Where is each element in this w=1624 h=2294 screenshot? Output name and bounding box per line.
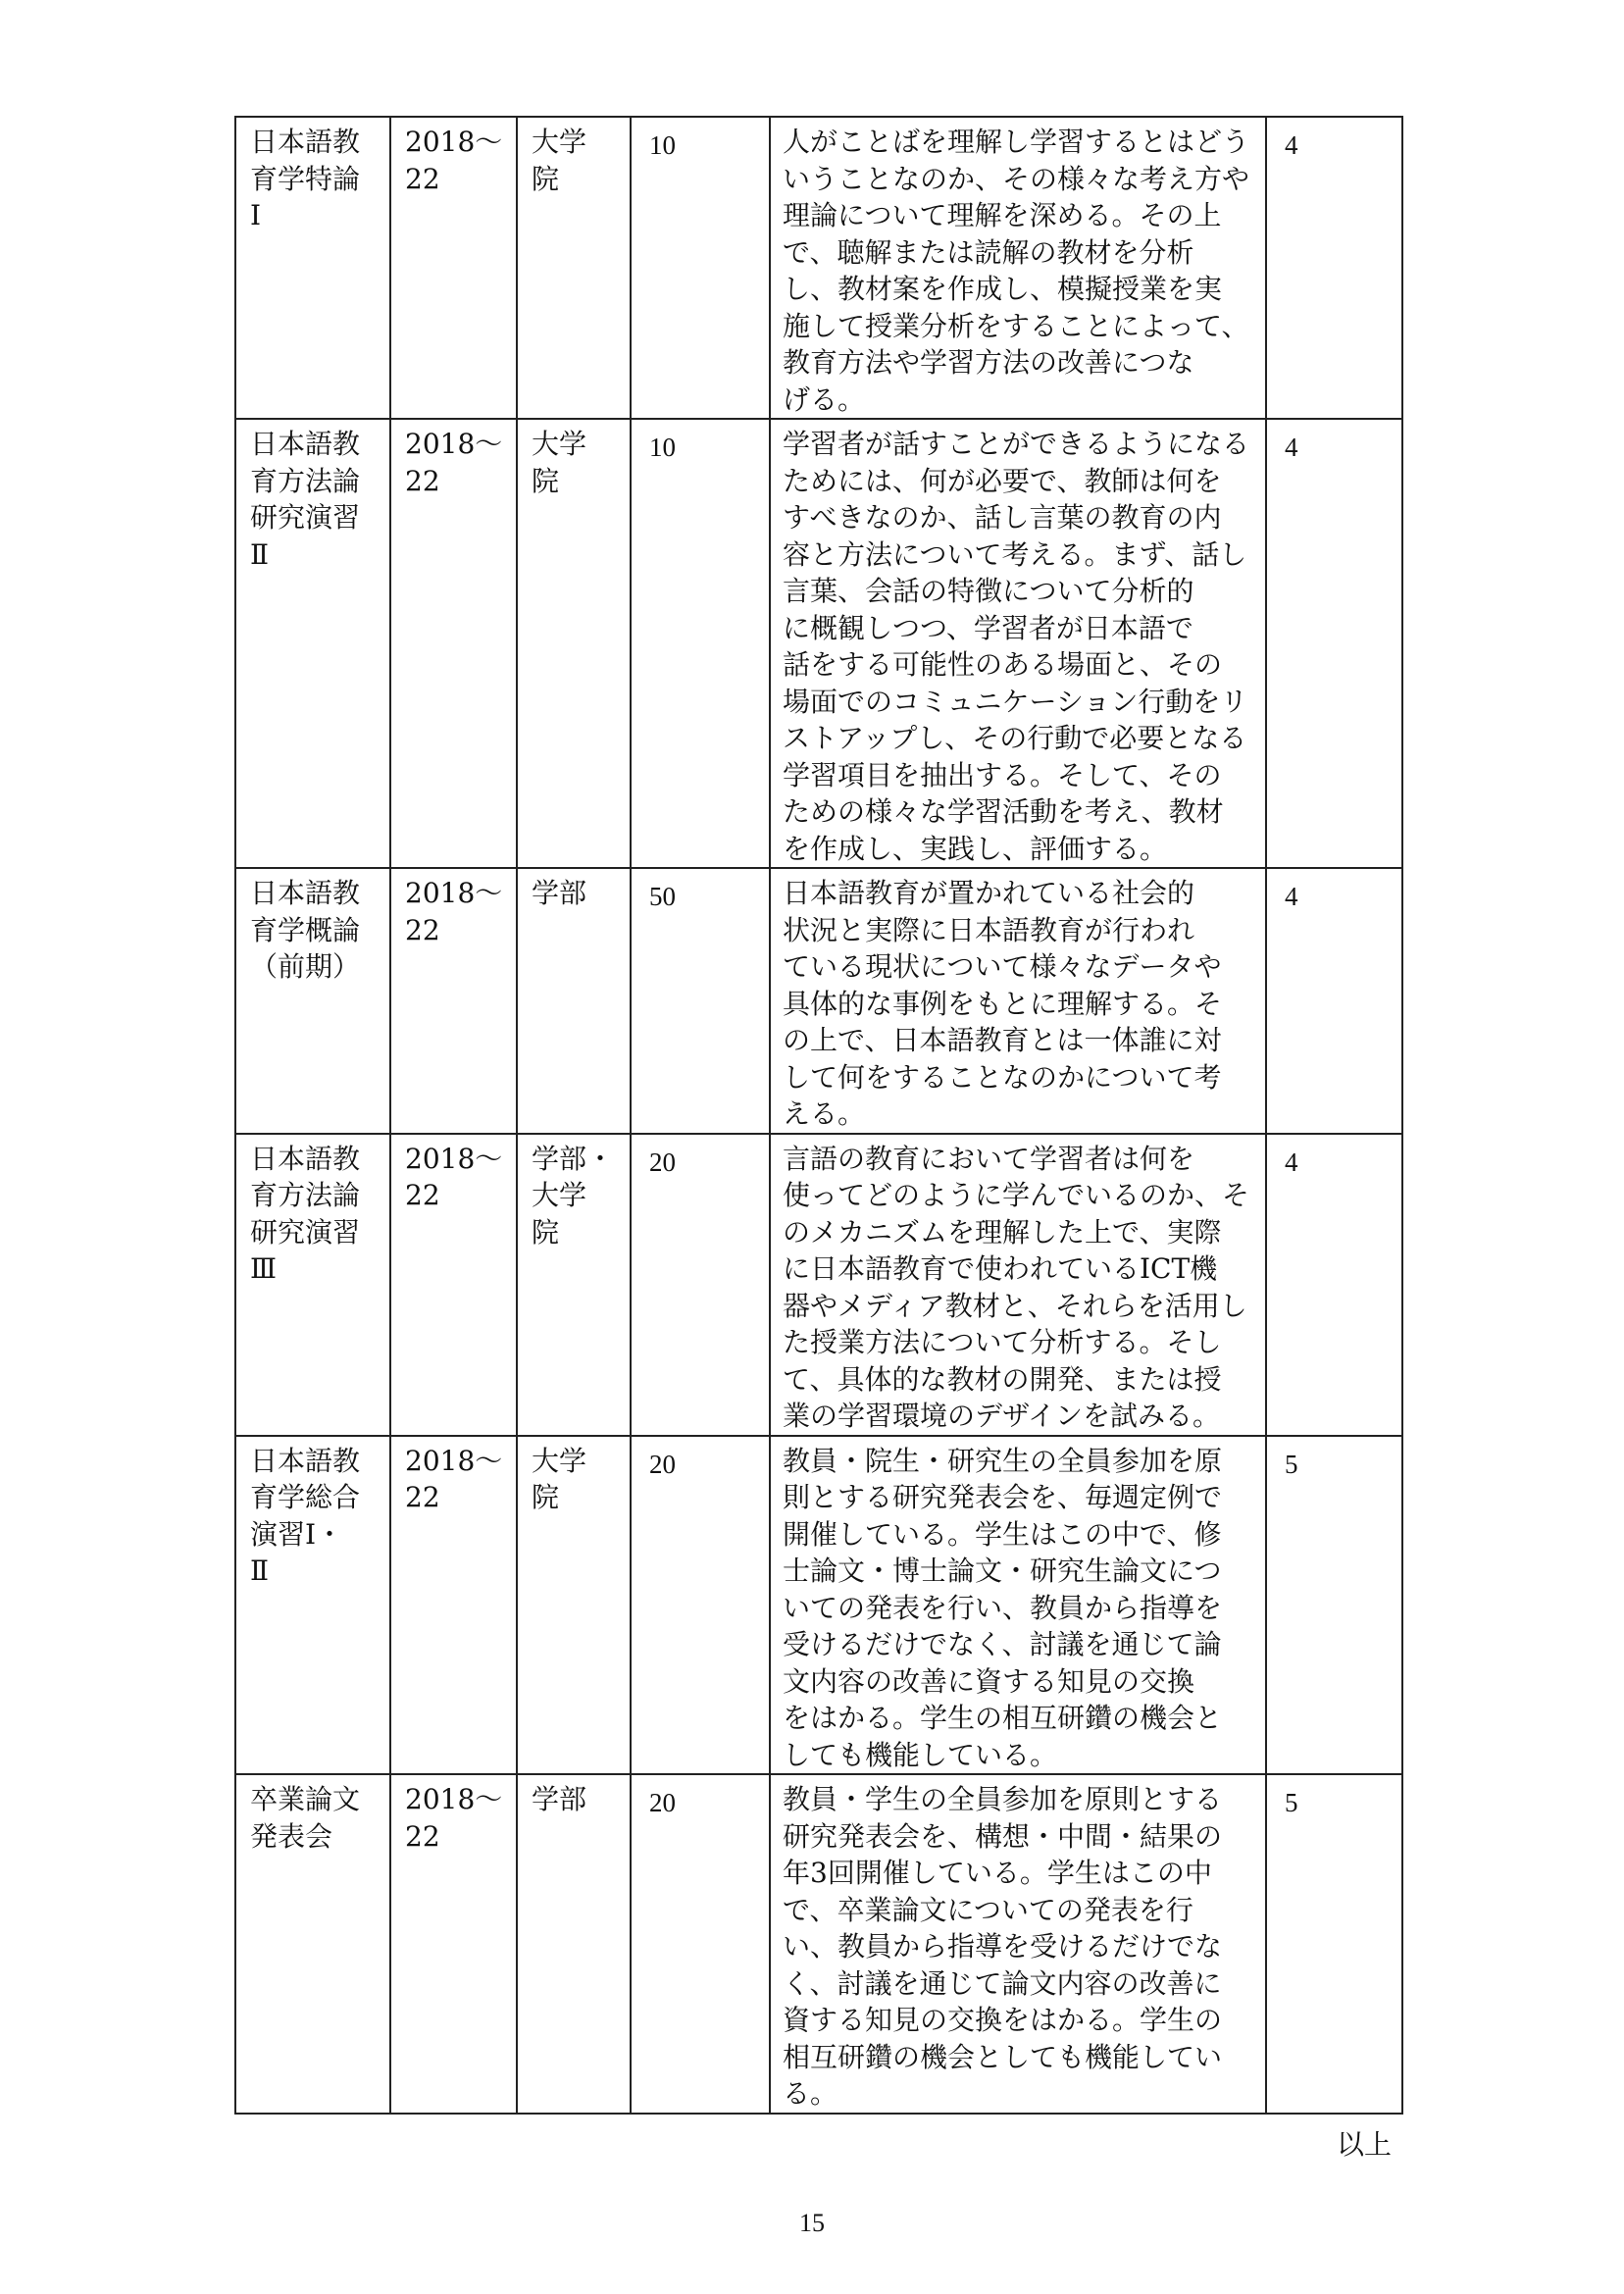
cell-line: 学習者が話すことができるようになる xyxy=(783,428,1250,460)
target-cell xyxy=(517,1774,631,2114)
cell-line: 日本語教 xyxy=(250,1142,361,1175)
cell-line: 卒業論文 xyxy=(250,1783,361,1815)
level-cell: 4 xyxy=(1266,117,1402,419)
cell-line: 相互研鑽の機会としても機能してい xyxy=(783,2040,1223,2073)
level-cell: 4 xyxy=(1266,1134,1402,1436)
students-cell: 50 xyxy=(631,868,770,1134)
cell-line: 2018～ xyxy=(405,1444,503,1477)
target-cell xyxy=(517,419,631,868)
cell-line: Ⅲ xyxy=(250,1252,278,1285)
cell-line: すべきなのか、話し言葉の教育の内 xyxy=(783,501,1222,534)
course-name-cell xyxy=(235,868,390,1134)
cell-line: 資する知見の交換をはかる。学生の xyxy=(783,2004,1223,2036)
year-cell xyxy=(390,868,517,1134)
cell-line: いうことなのか、その様々な考え方や xyxy=(783,162,1250,195)
cell-line: して何をすることなのかについて考 xyxy=(783,1060,1222,1094)
cell-line: 院 xyxy=(532,1215,560,1249)
cell-line: 具体的な事例をもとに理解する。そ xyxy=(783,987,1223,1020)
cell-line: 22 xyxy=(405,1179,440,1211)
cell-line: 教育方法や学習方法の改善につな xyxy=(783,346,1194,379)
year-cell xyxy=(390,419,517,868)
table-row xyxy=(235,1436,1402,1775)
cell-line: 2018～ xyxy=(405,428,503,460)
closing-text: 以上 xyxy=(1337,2128,1393,2161)
target-cell xyxy=(517,117,631,419)
course-name-cell xyxy=(235,1134,390,1436)
cell-line: 容と方法について考える。まず、話し xyxy=(783,537,1247,571)
cell-line: 日本語教 xyxy=(250,877,361,909)
cell-line: ている現状について様々なデータや xyxy=(783,950,1222,983)
cell-line: し、教材案を作成し、模擬授業を実 xyxy=(783,273,1223,305)
cell-line: 大学 xyxy=(532,126,587,158)
students-cell: 20 xyxy=(631,1134,770,1436)
description-cell xyxy=(770,868,1266,1134)
cell-line: 施して授業分析をすることによって、 xyxy=(783,309,1249,342)
cell-line: 育方法論 xyxy=(250,1179,361,1211)
cell-line: 日本語教 xyxy=(250,126,361,158)
cell-line: 研究演習 xyxy=(250,1215,361,1249)
cell-line: 2018～ xyxy=(405,877,503,909)
cell-line: 士論文・博士論文・研究生論文につ xyxy=(783,1555,1222,1587)
cell-line: 言葉、会話の特徴について分析的 xyxy=(783,575,1194,607)
cell-line: 22 xyxy=(405,162,440,195)
cell-line: 教員・院生・研究生の全員参加を原 xyxy=(783,1444,1223,1477)
level-cell: 4 xyxy=(1266,419,1402,868)
cell-line: 2018～ xyxy=(405,126,503,158)
cell-line: 開催している。学生はこの中で、修 xyxy=(783,1517,1222,1551)
students-cell: 20 xyxy=(631,1774,770,2114)
cell-line: 日本語教 xyxy=(250,1444,361,1477)
description-cell xyxy=(770,117,1266,419)
cell-line: 育学特論 xyxy=(250,162,361,195)
cell-line: く、討議を通じて論文内容の改善に xyxy=(783,1966,1222,2000)
cell-line: 学部・ xyxy=(532,1142,615,1175)
cell-line: で、聴解または読解の教材を分析 xyxy=(783,235,1194,269)
course-table xyxy=(234,116,1403,2115)
cell-line: 2018～ xyxy=(405,1783,503,1815)
cell-line: 院 xyxy=(532,464,560,497)
cell-line: 文内容の改善に資する知見の交換 xyxy=(783,1664,1195,1698)
level-cell: 5 xyxy=(1266,1436,1402,1775)
level-cell: 5 xyxy=(1266,1774,1402,2114)
description-cell xyxy=(770,419,1266,868)
cell-line: で、卒業論文についての発表を行 xyxy=(783,1893,1193,1926)
target-cell xyxy=(517,1134,631,1436)
cell-line: ためには、何が必要で、教師は何を xyxy=(783,464,1222,497)
table-row xyxy=(235,419,1402,868)
course-name-cell xyxy=(235,1774,390,2114)
cell-line: 日本語教 xyxy=(250,428,361,460)
cell-line: いての発表を行い、教員から指導を xyxy=(783,1591,1223,1624)
cell-line: 大学 xyxy=(532,428,587,460)
cell-line: のメカニズムを理解した上で、実際 xyxy=(783,1215,1222,1249)
target-cell xyxy=(517,1436,631,1775)
cell-line: 育学概論 xyxy=(250,913,361,946)
cell-line: 2018～ xyxy=(405,1142,503,1175)
cell-line: 発表会 xyxy=(250,1819,333,1853)
cell-line: Ⅱ xyxy=(250,1555,270,1587)
cell-line: 学習項目を抽出する。そして、その xyxy=(783,758,1222,791)
description-cell xyxy=(770,1134,1266,1436)
description-cell xyxy=(770,1436,1266,1775)
cell-line: げる。 xyxy=(783,382,866,416)
level-cell: 4 xyxy=(1266,868,1402,1134)
table-row xyxy=(235,117,1402,419)
cell-line: 年3回開催している。学生はこの中 xyxy=(783,1857,1212,1889)
students-cell: 10 xyxy=(631,117,770,419)
table-row xyxy=(235,1774,1402,2114)
cell-line: 業の学習環境のデザインを試みる。 xyxy=(783,1400,1221,1432)
cell-line: 理論について理解を深める。その上 xyxy=(783,199,1222,231)
course-name-cell xyxy=(235,419,390,868)
course-name-cell xyxy=(235,1436,390,1775)
cell-line: 使ってどのように学んでいるのか、そ xyxy=(783,1179,1250,1211)
cell-line: 言語の教育において学習者は何を xyxy=(783,1142,1195,1175)
cell-line: 日本語教育が置かれている社会的 xyxy=(783,877,1195,909)
cell-line: 大学 xyxy=(532,1444,587,1477)
cell-line: 学部 xyxy=(532,1783,587,1815)
cell-line: に概観しつつ、学習者が日本語で xyxy=(783,611,1193,644)
cell-line: の上で、日本語教育とは一体誰に対 xyxy=(783,1024,1222,1056)
cell-line: 演習Ⅰ・ xyxy=(250,1517,344,1551)
course-name-cell xyxy=(235,117,390,419)
cell-line: ための様々な学習活動を考え、教材 xyxy=(783,795,1224,828)
students-cell: 10 xyxy=(631,419,770,868)
cell-line: い、教員から指導を受けるだけでな xyxy=(783,1930,1223,1963)
cell-line: て、具体的な教材の開発、または授 xyxy=(783,1362,1222,1396)
cell-line: 育学総合 xyxy=(250,1481,361,1513)
cell-line: 研究発表会を、構想・中間・結果の xyxy=(783,1819,1223,1853)
cell-line: る。 xyxy=(783,2077,838,2110)
cell-line: をはかる。学生の相互研鑽の機会と xyxy=(783,1702,1223,1734)
year-cell xyxy=(390,1774,517,2114)
cell-line: 場面でのコミュニケーション行動をリ xyxy=(783,685,1248,718)
cell-line: 教員・学生の全員参加を原則とする xyxy=(783,1783,1223,1815)
year-cell xyxy=(390,1436,517,1775)
cell-line: た授業方法について分析する。そし xyxy=(783,1326,1222,1358)
year-cell xyxy=(390,1134,517,1436)
cell-line: 則とする研究発表会を、毎週定例で xyxy=(783,1481,1223,1513)
table-row xyxy=(235,1134,1402,1436)
cell-line: （前期） xyxy=(250,950,361,983)
cell-line: 育方法論 xyxy=(250,464,361,497)
cell-line: Ⅰ xyxy=(250,199,262,231)
cell-line: 大学 xyxy=(532,1179,587,1211)
description-cell xyxy=(770,1774,1266,2114)
students-cell: 20 xyxy=(631,1436,770,1775)
cell-line: ストアップし、その行動で必要となる xyxy=(783,722,1247,754)
cell-line: 院 xyxy=(532,1481,560,1513)
cell-line: 人がことばを理解し学習するとはどう xyxy=(783,126,1250,158)
cell-line: 22 xyxy=(405,913,440,946)
cell-line: 院 xyxy=(532,162,560,195)
cell-line: 22 xyxy=(405,1481,440,1513)
cell-line: しても機能している。 xyxy=(783,1738,1058,1771)
cell-line: 22 xyxy=(405,464,440,497)
course-table-body xyxy=(235,117,1402,2114)
cell-line: 器やメディア教材と、それらを活用し xyxy=(783,1289,1247,1322)
cell-line: える。 xyxy=(783,1097,866,1130)
cell-line: Ⅱ xyxy=(250,537,270,571)
cell-line: 話をする可能性のある場面と、その xyxy=(783,648,1223,681)
cell-line: 状況と実際に日本語教育が行われ xyxy=(783,913,1195,946)
cell-line: 22 xyxy=(405,1819,440,1853)
cell-line: 研究演習 xyxy=(250,501,361,534)
cell-line: を作成し、実践し、評価する。 xyxy=(783,832,1168,865)
cell-line: に日本語教育で使われているICT機 xyxy=(783,1252,1218,1285)
target-cell xyxy=(517,868,631,1134)
cell-line: 受けるだけでなく、討議を通じて論 xyxy=(783,1628,1222,1660)
table-row xyxy=(235,868,1402,1134)
cell-line: 学部 xyxy=(532,877,587,909)
page-number: 15 xyxy=(799,2209,825,2237)
year-cell xyxy=(390,117,517,419)
